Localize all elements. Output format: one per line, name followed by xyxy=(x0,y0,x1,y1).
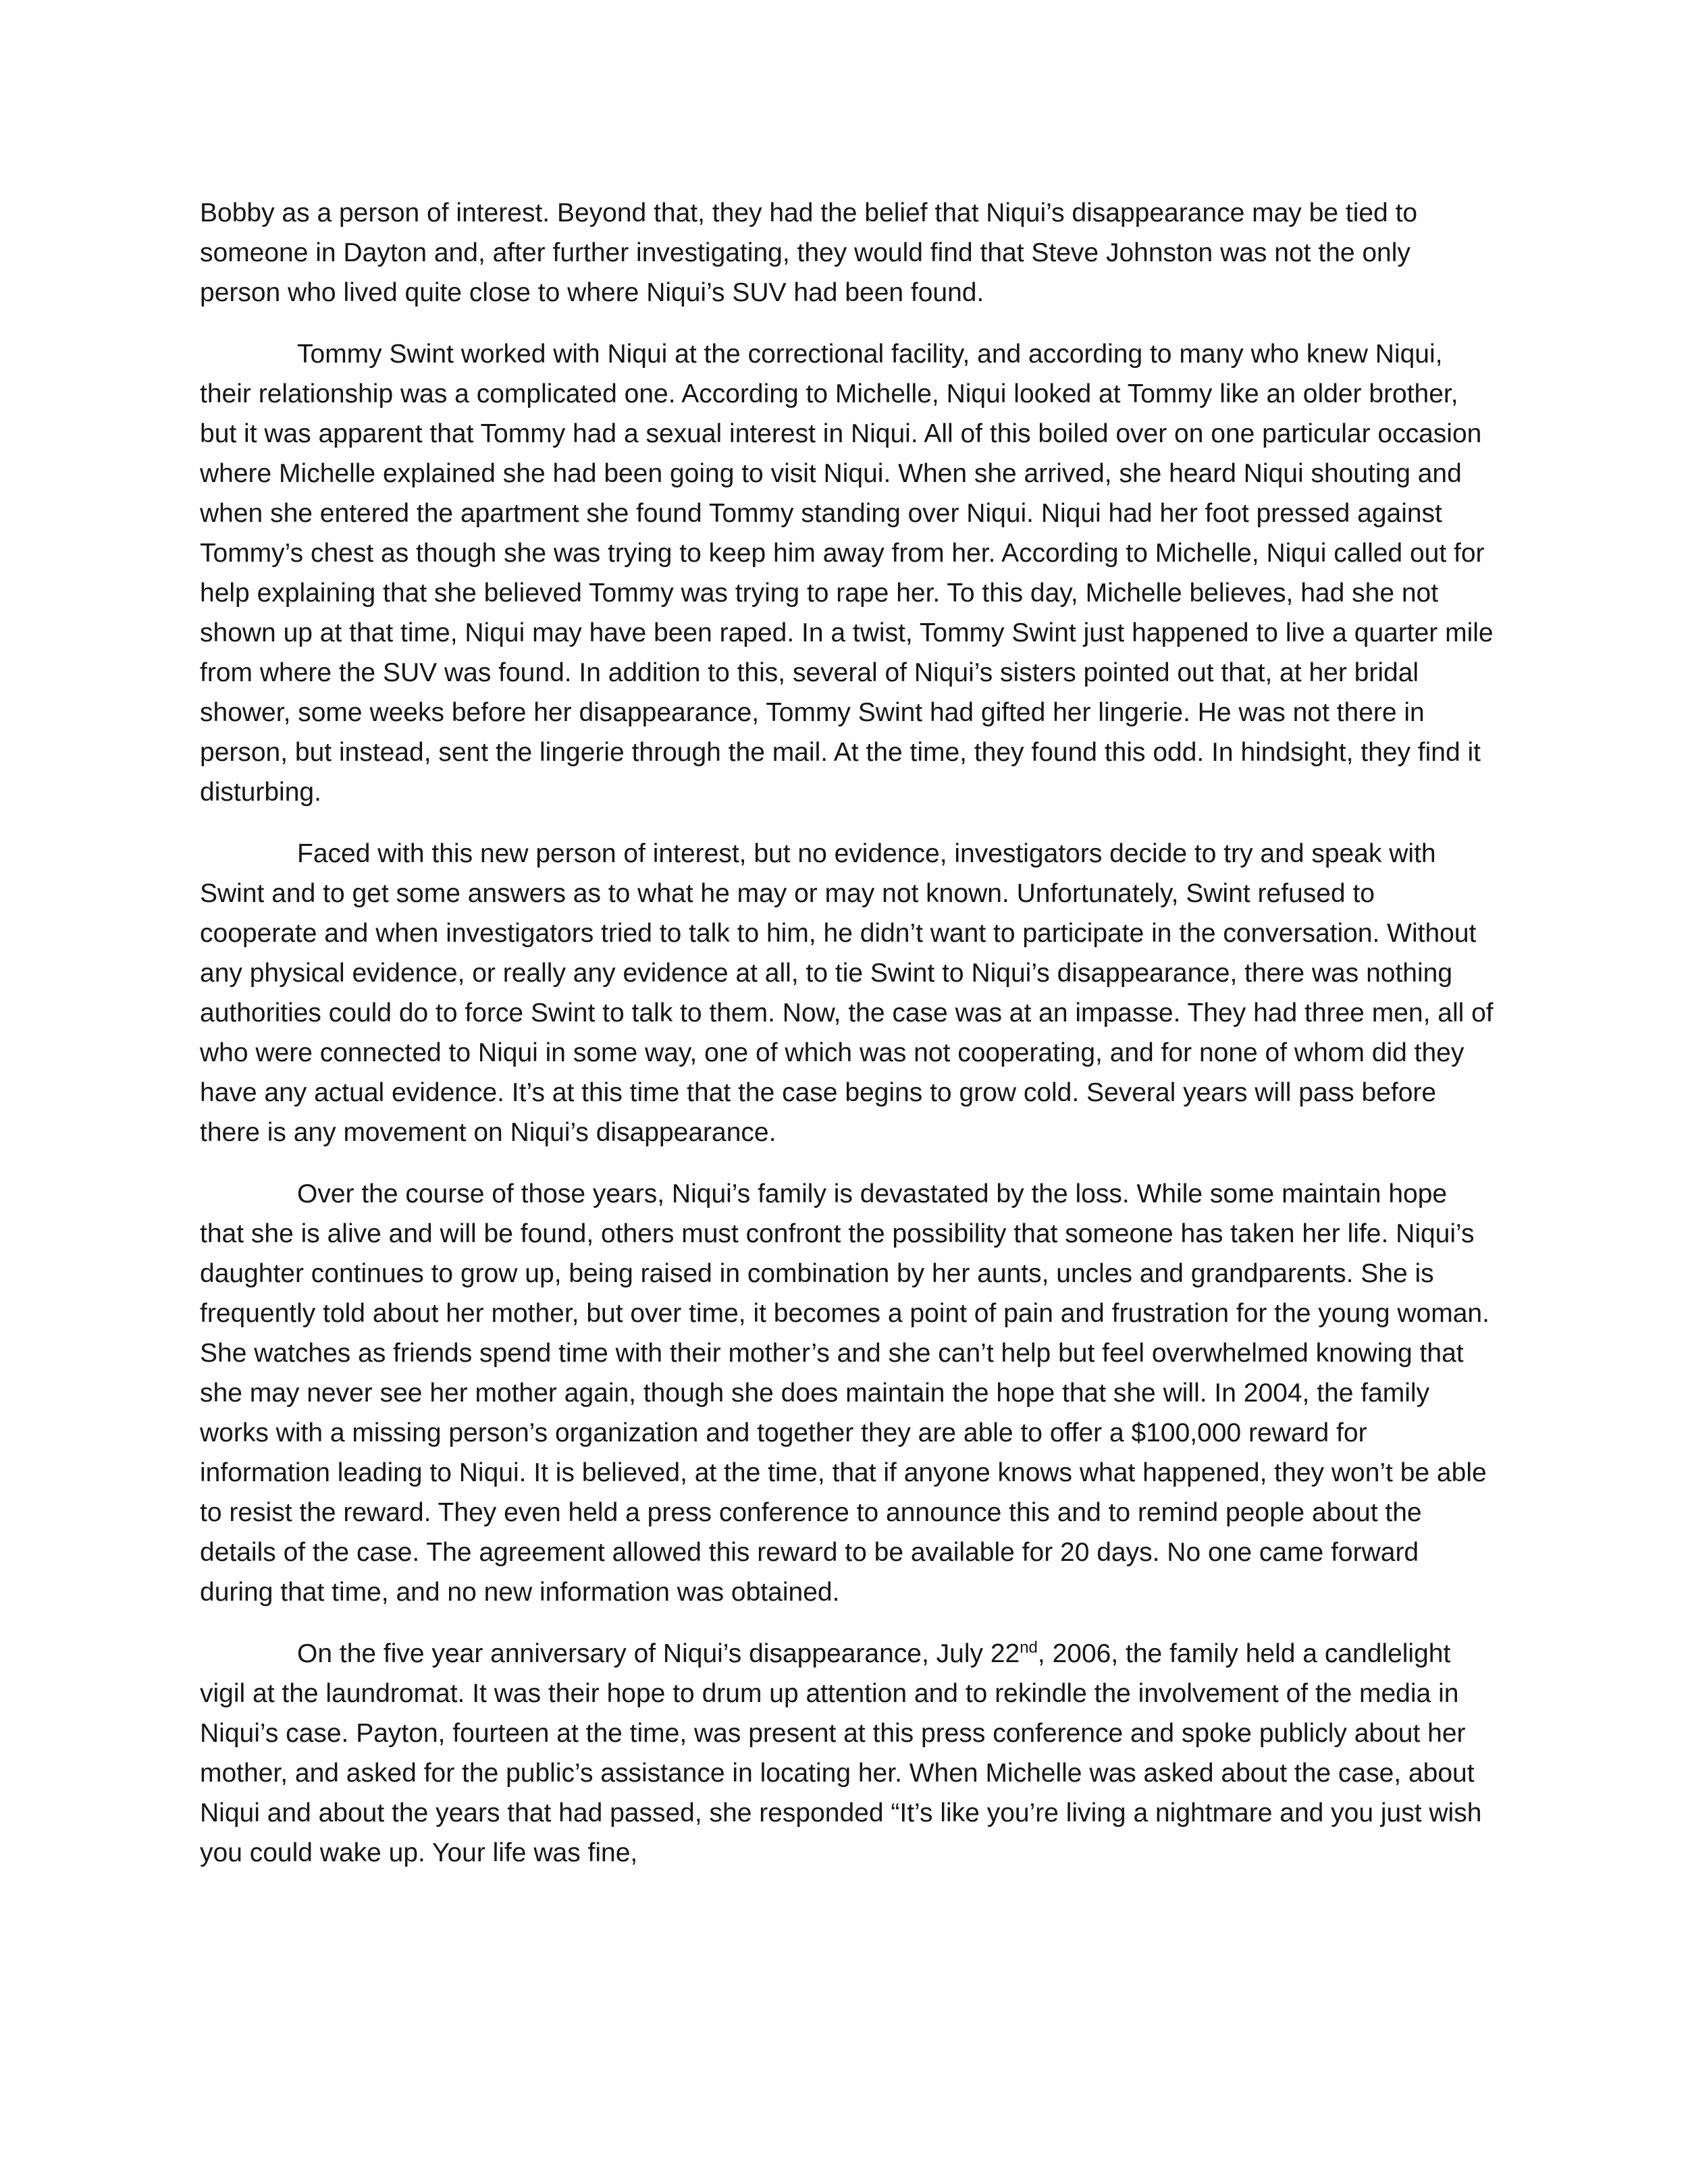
paragraph-5-text-end: , 2006, the family held a candlelight vigil at the laundromat. It was their hope to drum up attention and to rekindle the involvement of the media in Niqui’s case. Payton, fourteen at the time, was present at this press conference and spoke publicly about her mother, and asked for the public’s assistance in locating her. When Michelle was asked about the case, about Niqui and about the years that had passed, she responded “It’s like you’re living a nightmare and you just wish you could wake up. Your life was fine, xyxy=(200,1639,1482,1867)
paragraph-4: Over the course of those years, Niqui’s family is devastated by the loss. While some maintain hope that she is alive and will be found, others must confront the possibility that someone has taken her life. Niqui’s daughter continues to grow up, being raised in combination by her aunts, uncles and grandparents. She is frequently told about her mother, but over time, it becomes a point of pain and frustration for the young woman. She watches as friends spend time with their mother’s and she can’t help but feel overwhelmed knowing that she may never see her mother again, though she does maintain the hope that she will. In 2004, the family works with a missing person’s organization and together they are able to offer a $100,000 reward for information leading to Niqui. It is believed, at the time, that if anyone knows what happened, they won’t be able to resist the reward. They even held a press conference to announce this and to remind people about the details of the case. The agreement allowed this reward to be available for 20 days. No one came forward during that time, and no new information was obtained. xyxy=(200,1179,1489,1607)
paragraph-3: Faced with this new person of interest, but no evidence, investigators decide to try and speak with Swint and to get some answers as to what he may or may not known. Unfortunately, Swint refused to cooperate and when investigators tried to talk to him, he didn’t want to participate in the conversation. Without any physical evidence, or really any evidence at all, to tie Swint to Niqui’s disappearance, there was nothing authorities could do to force Swint to talk to them. Now, the case was at an impasse. They had three men, all of who were connected to Niqui in some way, one of which was not cooperating, and for none of whom did they have any actual evidence. It’s at this time that the case begins to grow cold. Several years will pass before there is any movement on Niqui’s disappearance. xyxy=(200,839,1494,1147)
paragraph-5-text-start: On the five year anniversary of Niqui’s disappearance, July 22 xyxy=(297,1639,1020,1668)
ordinal-suffix: nd xyxy=(1020,1639,1038,1657)
paragraph-5 xyxy=(200,1634,1494,1873)
paragraph-2: Tommy Swint worked with Niqui at the correctional facility, and according to many who knew Niqui, their relationship was a complicated one. According to Michelle, Niqui looked at Tommy like an older brother, but it was apparent that Tommy had a sexual interest in Niqui. All of this boiled over on one particular occasion where Michelle explained she had been going to visit Niqui. When she arrived, she heard Niqui shouting and when she entered the apartment she found Tommy standing over Niqui. Niqui had her foot pressed against Tommy’s chest as though she was trying to keep him away from her. According to Michelle, Niqui called out for help explaining that she believed Tommy was trying to rape her. To this day, Michelle believes, had she not shown up at that time, Niqui may have been raped. In a twist, Tommy Swint just happened to live a quarter mile from where the SUV was found. In addition to this, several of Niqui’s sisters pointed out that, at her bridal shower, some weeks before her disappearance, Tommy Swint had gifted her lingerie. He was not there in person, but instead, sent the lingerie through the mail. At the time, they found this odd. In hindsight, they find it disturbing. xyxy=(200,340,1494,807)
document-body xyxy=(200,193,1494,1894)
paragraph-1: Bobby as a person of interest. Beyond that, they had the belief that Niqui’s disappearance may be tied to someone in Dayton and, after further investigating, they would find that Steve Johnston was not the only person who lived quite close to where Niqui’s SUV had been found. xyxy=(200,198,1418,307)
